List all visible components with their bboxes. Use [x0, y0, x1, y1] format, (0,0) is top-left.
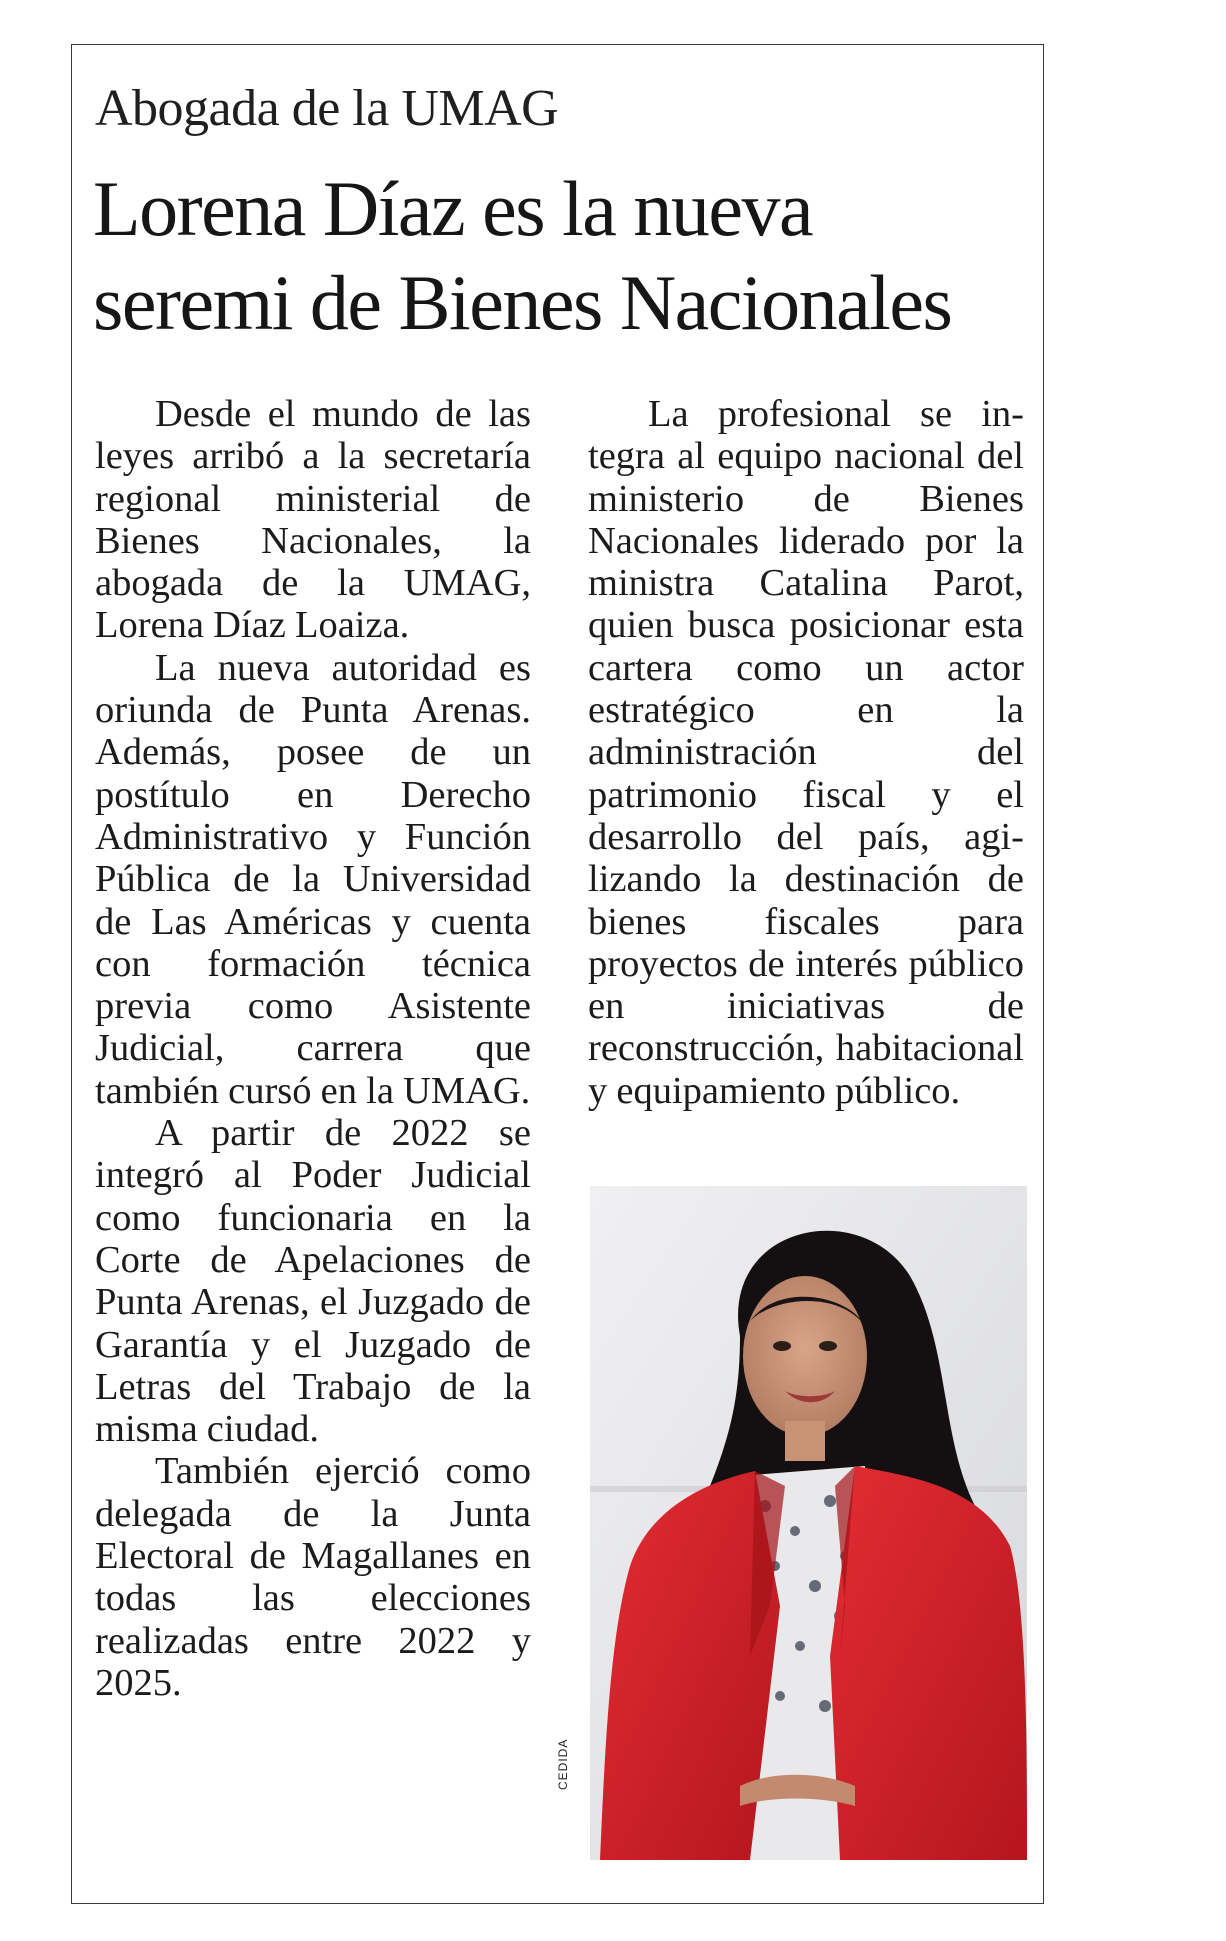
photo-credit: CEDIDA [556, 1738, 570, 1790]
article-headline [93, 162, 1033, 350]
body-paragraph: También ejerció como delegada de la Junta Electoral de Magallanes en todas las elecciones realizadas entre 2022 y 2025. [95, 1450, 531, 1704]
body-paragraph: Desde el mundo de las leyes arribó a la secretaría regional ministerial de Bienes Nacionales, la abogada de la UMAG, Lorena Díaz Loaiza. [95, 393, 531, 647]
headline-line: Lorena Díaz es la nueva [93, 165, 813, 252]
body-column-left [95, 393, 531, 1704]
portrait-illustration [590, 1186, 1027, 1860]
body-paragraph: La nueva autoridad es oriunda de Punta Arenas. Además, posee de un postítulo en Derecho Administrativo y Función Pública de la Universidad de Las Américas y cuenta con formación técnica previa como Asistente Judicial, carrera que también cursó en la UMAG. [95, 646, 531, 1112]
portrait-photo [590, 1186, 1027, 1860]
body-paragraph: A partir de 2022 se integró al Poder Judicial como funcionaria en la Corte de Apelaciones de Punta Arenas, el Juzgado de Garantía y el Juzgado de Letras del Trabajo de la misma ciudad. [95, 1112, 531, 1451]
body-paragraph: La profesional se integra al equipo nacional del ministerio de Bienes Nacionales liderado por la ministra Catalina Parot, quien busca posicionar esta cartera como un actor estratégico en la administración del patrimonio fiscal y el desarrollo del país, agilizando la destinación de bienes fiscales para proyectos de interés público en iniciativas de reconstrucción, habitacional y equipamiento público. [588, 393, 1024, 1112]
headline-line: seremi de Bienes Nacionales [93, 259, 952, 346]
article-kicker: Abogada de la UMAG [95, 80, 559, 137]
body-column-right [588, 393, 1024, 1112]
